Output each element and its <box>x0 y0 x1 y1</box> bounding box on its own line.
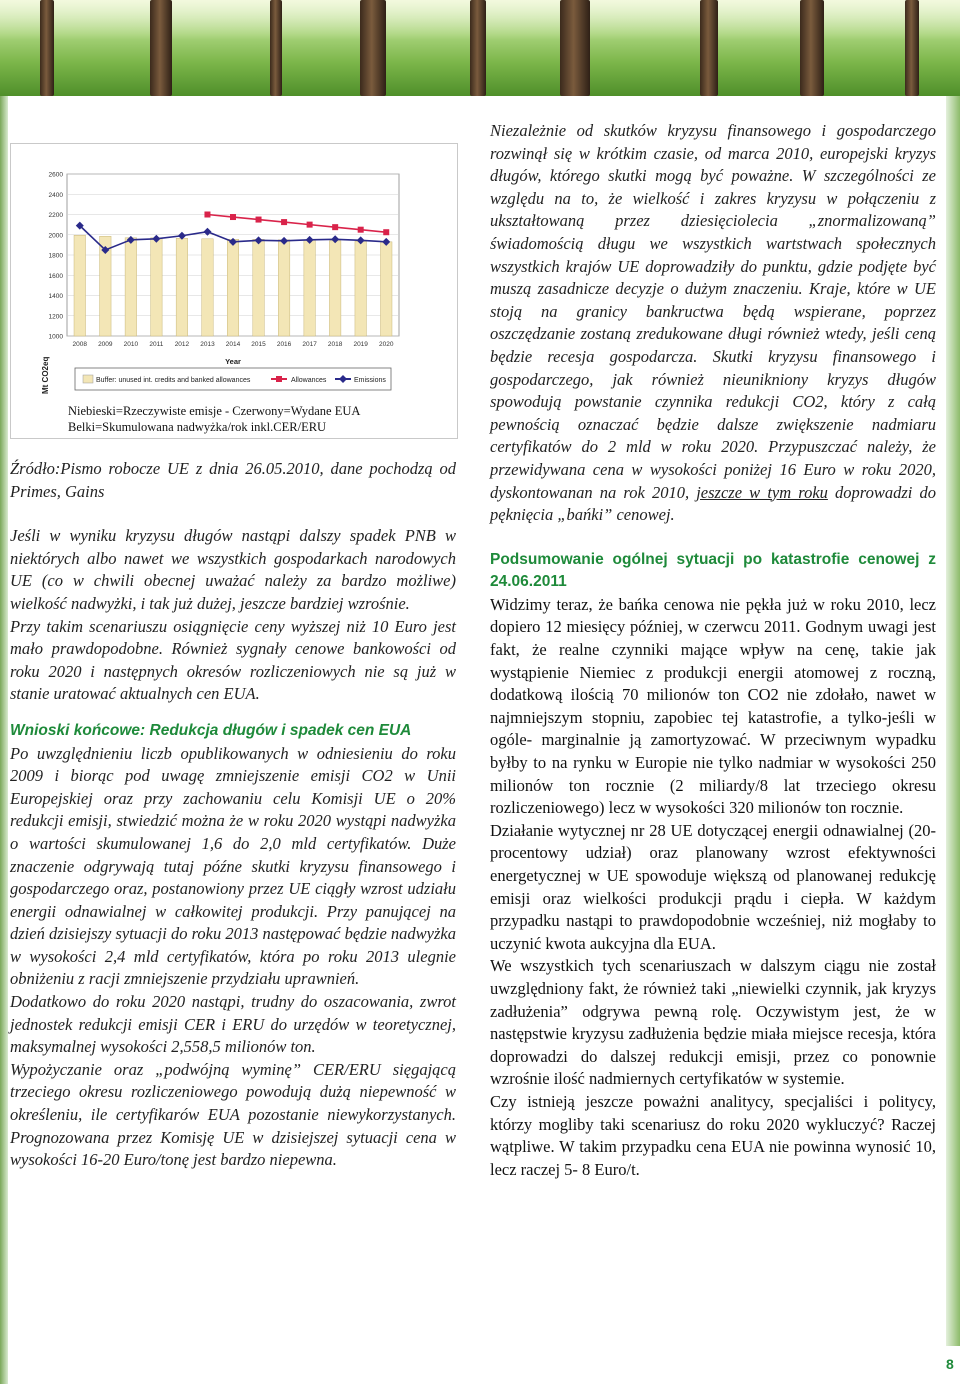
tree-trunk <box>150 0 172 96</box>
x-axis-label: Year <box>225 357 241 366</box>
y-tick-label: 2000 <box>48 232 63 240</box>
tree-trunk <box>360 0 386 96</box>
paragraph: Działanie wytycznej nr 28 UE dotyczącej energii odnawialnej (20- procentowy udział) oraz planowany wzrost efektywności energetycznej w UE spowoduje większą od planowanej redukcję emisji oraz wielkości produkcji prądu i ciepła. W każdym przypadku nastąpi to prawdopodobnie wcześniej, niż mogłaby to uczynić kwota aukcyjna dla EUA. <box>490 820 936 953</box>
x-tick-label: 2011 <box>149 341 164 348</box>
buffer-bar <box>304 240 315 336</box>
chart-caption-line1: Niebieski=Rzeczywiste emisje - Czerwony=Wydane EUA <box>68 404 361 418</box>
underlined-text: jeszcze w tym roku <box>696 482 828 502</box>
section-heading: Podsumowanie ogólnej sytuacji po katastrofie cenowej z 24.06.2011 <box>490 550 936 591</box>
paragraph: We wszystkich tych scenariuszach w dalszym ciągu nie został uwzględniony fakt, że również taki „niewielki czynnik, jak kryzys zadłużenia” odgrywa pewną rolę. Oczywistym jest, że w następstwie kryzysu zadłużenia będzie miała miejsce recesja, która doprowadzi do dalszej redukcji emisji, przez co ponownie wzrośnie ilość nadmiernych certyfikatów w systemie. <box>490 956 936 1089</box>
tree-trunk <box>700 0 718 96</box>
legend-allowances-label: Allowances <box>291 377 327 384</box>
y-axis-label: Mt CO2eq <box>41 356 50 394</box>
legend-emissions-label: Emissions <box>354 377 386 384</box>
right-decorative-strip <box>946 96 960 1346</box>
text-run: doprowadzi do pęknięcia „bańki” cenowej. <box>490 482 936 525</box>
right-column <box>490 120 936 1181</box>
legend-buffer-swatch <box>83 375 93 383</box>
chart-caption-line2: Belki=Skumulowana nadwyżka/rok inkl.CER/ERU <box>68 420 327 434</box>
page-number: 8 <box>946 1356 954 1372</box>
allowances-point <box>307 222 313 228</box>
paragraph: Widzimy teraz, że bańka cenowa nie pękła już w roku 2010, lecz dopiero 12 miesięcy później, w czerwcu 2011. Godnym uwagi jest fakt, że realne czynniki mające wpływ na cenę, takie jak wystąpienie Niemiec z produkcji energii atomowej z roczną, dodatkową ilością 70 milionów ton CO2 nie zdołało, nawet w najmniejszym stopniu, zapobiec tej katastrofie, a tylko-jeśli w ogóle- marginalnie ją zamortyzować. W przeciwnym wypadku byłby to na rynku w Europie nie tylko nadmiar w wysokości 250 milionów ton rocznie (2 miliardy/8 lat trzeciego okresu rozliczeniowego) lecz w wysokości 320 milionów ton rocznie. <box>490 594 936 818</box>
tree-trunk <box>560 0 590 96</box>
allowances-point <box>332 224 338 230</box>
emissions-chart <box>10 143 458 439</box>
y-tick-label: 1600 <box>48 272 63 280</box>
buffer-bar <box>380 242 391 336</box>
x-tick-label: 2019 <box>353 341 368 348</box>
tree-trunk <box>470 0 486 96</box>
x-tick-label: 2013 <box>200 341 215 348</box>
buffer-bar <box>74 235 85 336</box>
x-tick-label: 2010 <box>123 341 139 348</box>
paragraph: Po uwzględnieniu liczb opublikowanych w odniesieniu do roku 2009 i biorąc pod uwagę zmniejszenie emisji CO2 w Unii Europejskiej oraz przy zachowaniu celu Komisji UE o 20% redukcji emisji, stwiedzić można że w roku 2020 wystąpi nadwyżka o wartości skumulowanej 1,6 do 2,0 mld certyfikatów. Duże znaczenie odgrywają tutaj późne skutki kryzysu finansowego i gospodarczego oraz, postanowiony przez UE ciągły wzrost udziału energii odnawialnej w całkowitej produkcji. Przy panującej na dzień dzisiejszy sytuacji do roku 2013 następować będzie nadwyżka w wysokości 2,4 mld certyfikatów, która po roku 2013 ulegnie obniżeniu z racji zmniejszenie przydziału uprawnień. <box>10 743 456 989</box>
x-tick-label: 2016 <box>276 341 292 348</box>
tree-trunk <box>40 0 54 96</box>
x-tick-label: 2020 <box>378 341 394 348</box>
buffer-bar <box>176 238 187 336</box>
left-column <box>10 458 456 1172</box>
buffer-bar <box>278 240 289 336</box>
tree-trunk <box>270 0 282 96</box>
allowances-point <box>281 219 287 225</box>
paragraph: Przy takim scenariuszu osiągnięcie ceny wyższej niż 10 Euro jest mało prawdopodobne. Również sygnały cenowe bankowości od roku 2020 i następnych okresów rozliczeniowych nie są już w stanie uratować aktualnych cen EUA. <box>10 616 456 704</box>
y-tick-label: 1000 <box>48 333 63 341</box>
allowances-point <box>230 214 236 220</box>
source-note: Źródło:Pismo robocze UE z dnia 26.05.2010, dane pochodzą od Primes, Gains <box>10 459 456 501</box>
forest-banner <box>0 0 960 96</box>
buffer-bar <box>253 239 264 336</box>
legend-buffer-label: Buffer: unused int. credits and banked allowances <box>96 377 251 384</box>
x-tick-label: 2017 <box>302 341 317 348</box>
x-tick-label: 2012 <box>174 341 190 348</box>
buffer-bar <box>151 238 162 336</box>
y-tick-label: 2600 <box>48 171 63 179</box>
text-run: Niezależnie od skutków kryzysu finansowego i gospodarczego rozwinął się w krótkim czasie, od marca 2010, europejski kryzys długów, którego skutki mogą być poważne. W szczególności ze względu na to, że wielkość i zakres kryzysu w połączeniu z ukształtowaną przez dziesięciolecia „znormalizowaną” świadomością długu we wszystkich wartstwach społecznych wszystkich krajów UE doprowadziły do punktu, gdzie podjęte być muszą zasadnicze decyzje o dużym znaczeniu. Kraje, które w UE stoją na granicy bankructwa będą wspierane, poprzez oszczędzanie zostaną zredukowane długi również wtedy, jeśli ceną będzie recesja gospodarcza. Skutki kryzysu finansowego i gospodarczego, jak również nieunikniony kryzys długów spowodują powstanie czynnika redukcji CO2, który z całą pewnością oznaczać będzie dalsze zwiększenie nadmiaru certyfikatów do 2 mld w roku 2020. Przypuszczać należy, że przewidywana cena w wysokości poniżej 16 Euro w roku 2020, dyskontowanan na rok 2010, <box>490 121 936 502</box>
y-tick-label: 2200 <box>48 212 63 219</box>
paragraph <box>490 120 936 527</box>
tree-trunk <box>800 0 824 96</box>
x-tick-label: 2014 <box>225 341 241 348</box>
y-tick-label: 1200 <box>48 313 63 321</box>
x-tick-label: 2008 <box>72 341 88 348</box>
x-tick-label: 2009 <box>98 341 113 348</box>
allowances-point <box>358 227 364 233</box>
paragraph: Dodatkowo do roku 2020 nastąpi, trudny do oszacowania, zwrot jednostek redukcji emisji CER i ERU do urzędów w teoretycznej, maksymalnej wysokości 2,558,5 milionów ton. <box>10 992 456 1057</box>
chart-canvas <box>11 144 459 440</box>
paragraph: Jeśli w wyniku kryzysu długów nastąpi dalszy spadek PNB w niektórych albo nawet we wszystkich gospodarkach narodowych UE (co w chwili obecnej uważać należy za bardzo możliwe) wielkość nadwyżki, i tak już dużej, jeszcze bardziej wzrośnie. <box>10 526 456 613</box>
section-heading: Wnioski końcowe: Redukcja długów i spadek cen EUA <box>10 721 412 739</box>
buffer-bar <box>202 239 213 336</box>
paragraph: Czy istnieją jeszcze poważni analitycy, specjaliści i politycy, którzy mogliby taki scenariusz do roku 2020 wykluczyć? Raczej wątpliwe. W takim przypadku cena EUA nie powinna wynosić 10, lecz raczej 5- 8 Euro/t. <box>490 1091 936 1179</box>
y-tick-label: 1800 <box>48 252 63 260</box>
legend-allowances-marker <box>276 376 282 382</box>
paragraph: Wypożyczanie oraz „podwójną wyminę” CER/ERU sięgającą trzeciego okresu rozliczeniowego powodują dużą niepewność w określeniu, ile certyfikarów EUA pozostanie niewykorzystanych. Prognozowana przez Komisję UE w dzisiejszej sytuacji cena w wysokości 16-20 Euro/tonę jest bardzo niepewna. <box>10 1059 456 1170</box>
allowances-point <box>383 229 389 235</box>
y-tick-label: 1400 <box>48 293 63 300</box>
y-tick-label: 2400 <box>48 191 63 199</box>
x-tick-label: 2018 <box>327 341 343 348</box>
allowances-point <box>256 217 262 223</box>
allowances-point <box>204 212 210 218</box>
tree-trunk <box>905 0 919 96</box>
buffer-bar <box>227 239 238 336</box>
buffer-bar <box>125 238 136 336</box>
x-tick-label: 2015 <box>251 341 266 348</box>
left-decorative-strip <box>0 96 8 1384</box>
buffer-bar <box>355 241 366 336</box>
buffer-bar <box>329 241 340 336</box>
